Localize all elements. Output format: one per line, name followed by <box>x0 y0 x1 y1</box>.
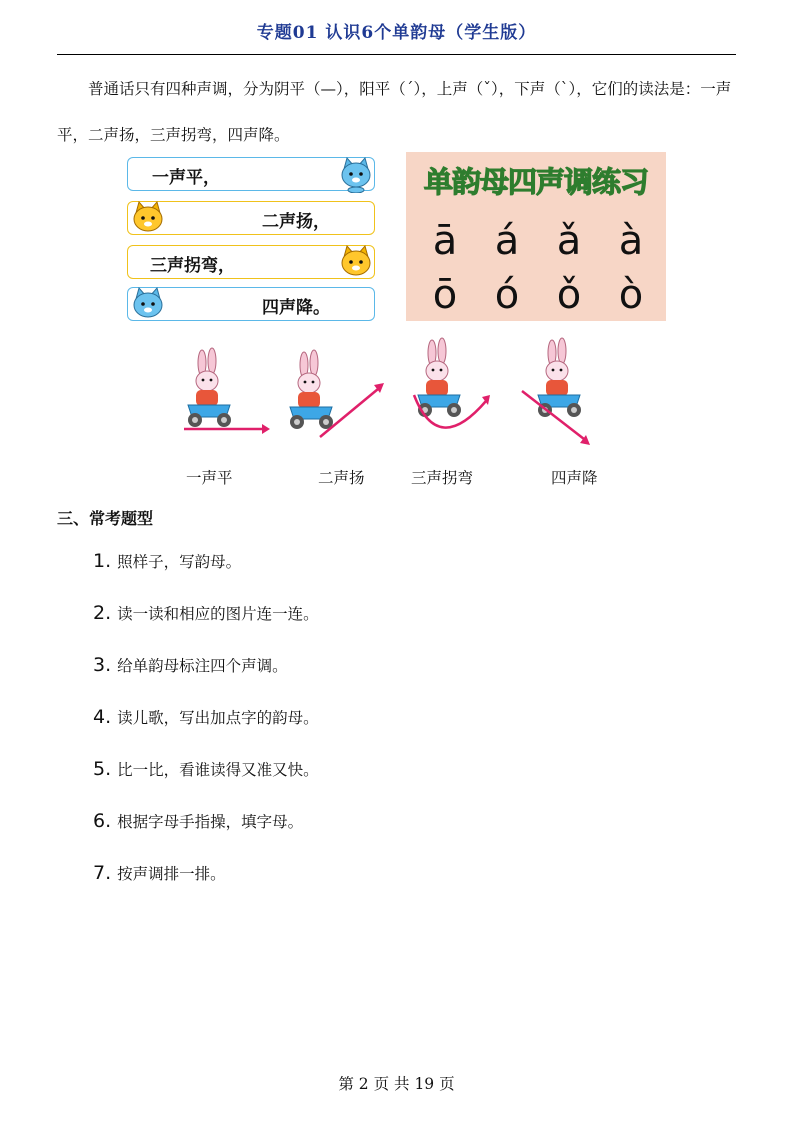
vowel-letter: ǒ <box>556 272 582 318</box>
intro-paragraph: 普通话只有四种声调，分为阴平（—），阳平（ˊ），上声（ˇ），下声（ˋ），它们的读法是：一声平，二声扬，三声拐弯，四声降。 <box>57 80 732 144</box>
tone-card-third <box>127 245 375 279</box>
tone-card-text: 三声拐弯， <box>150 256 235 276</box>
vowel-panel-title: 单韵母四声调练习 <box>423 165 648 199</box>
page-header-title: 专题01 认识6个单韵母（学生版） <box>256 23 537 43</box>
tone-cards-figure <box>127 157 375 321</box>
task-number: 5. <box>93 758 112 780</box>
task-item <box>93 758 319 780</box>
task-item <box>93 810 303 832</box>
task-number: 2. <box>93 602 112 624</box>
vowel-letter: à <box>618 218 644 264</box>
tone-label-fourth: 四声降 <box>551 469 598 487</box>
task-text: 读一读和相应的图片连一连。 <box>117 605 319 623</box>
task-number: 4. <box>93 706 112 728</box>
tone-card-second <box>127 201 375 235</box>
vowel-letter: ō <box>432 272 458 318</box>
vowel-letter: á <box>494 218 520 264</box>
page-footer: 第 2 页 共 19 页 <box>338 1075 455 1093</box>
tone-card-text: 一声平， <box>152 168 220 188</box>
blue-cat-mascot-icon <box>130 285 166 323</box>
tone-card-text: 二声扬， <box>262 212 330 232</box>
task-text: 读儿歌，写出加点字的韵母。 <box>117 709 319 727</box>
yellow-cat-mascot-icon <box>130 199 166 237</box>
blue-cat-mascot-icon <box>338 155 374 193</box>
rabbit-icon-third-tone <box>418 338 461 417</box>
task-item <box>93 862 226 884</box>
task-text: 根据字母手指操，填字母。 <box>117 813 304 831</box>
task-item <box>93 602 319 624</box>
task-number: 7. <box>93 862 112 884</box>
task-item <box>93 654 288 676</box>
tone-label-third: 三声拐弯 <box>411 469 474 487</box>
yellow-cat-mascot-icon <box>338 243 374 281</box>
tone-label-second: 二声扬 <box>318 469 365 487</box>
task-text: 比一比，看谁读得又准又快。 <box>117 761 319 779</box>
task-number: 6. <box>93 810 112 832</box>
task-number: 3. <box>93 654 112 676</box>
vowel-letter: ā <box>432 218 458 264</box>
tone-card-first <box>127 157 375 191</box>
task-text: 给单韵母标注四个声调。 <box>117 657 288 675</box>
vowel-letter: ò <box>618 272 644 318</box>
rabbit-tone-figures <box>170 335 630 455</box>
task-text: 按声调排一排。 <box>117 865 226 883</box>
vowel-letter: ǎ <box>556 218 582 264</box>
rabbit-icon-first-tone <box>188 348 231 427</box>
task-item <box>93 706 319 728</box>
vowel-row-a <box>416 218 660 264</box>
rabbit-icon-fourth-tone <box>538 338 581 417</box>
vowel-row-o <box>416 272 660 318</box>
rabbit-icon-second-tone <box>290 350 333 429</box>
vowel-letter: ó <box>494 272 520 318</box>
task-number: 1. <box>93 550 112 572</box>
tone-card-text: 四声降。 <box>262 298 330 318</box>
flat-arrowhead-icon <box>262 424 270 434</box>
section-heading: 三、常考题型 <box>57 509 154 528</box>
task-item <box>93 550 241 572</box>
header-divider <box>57 54 736 55</box>
tone-label-first: 一声平 <box>186 469 233 487</box>
vowel-tone-panel <box>406 152 666 321</box>
tone-card-fourth <box>127 287 375 321</box>
task-text: 照样子，写韵母。 <box>117 553 242 571</box>
